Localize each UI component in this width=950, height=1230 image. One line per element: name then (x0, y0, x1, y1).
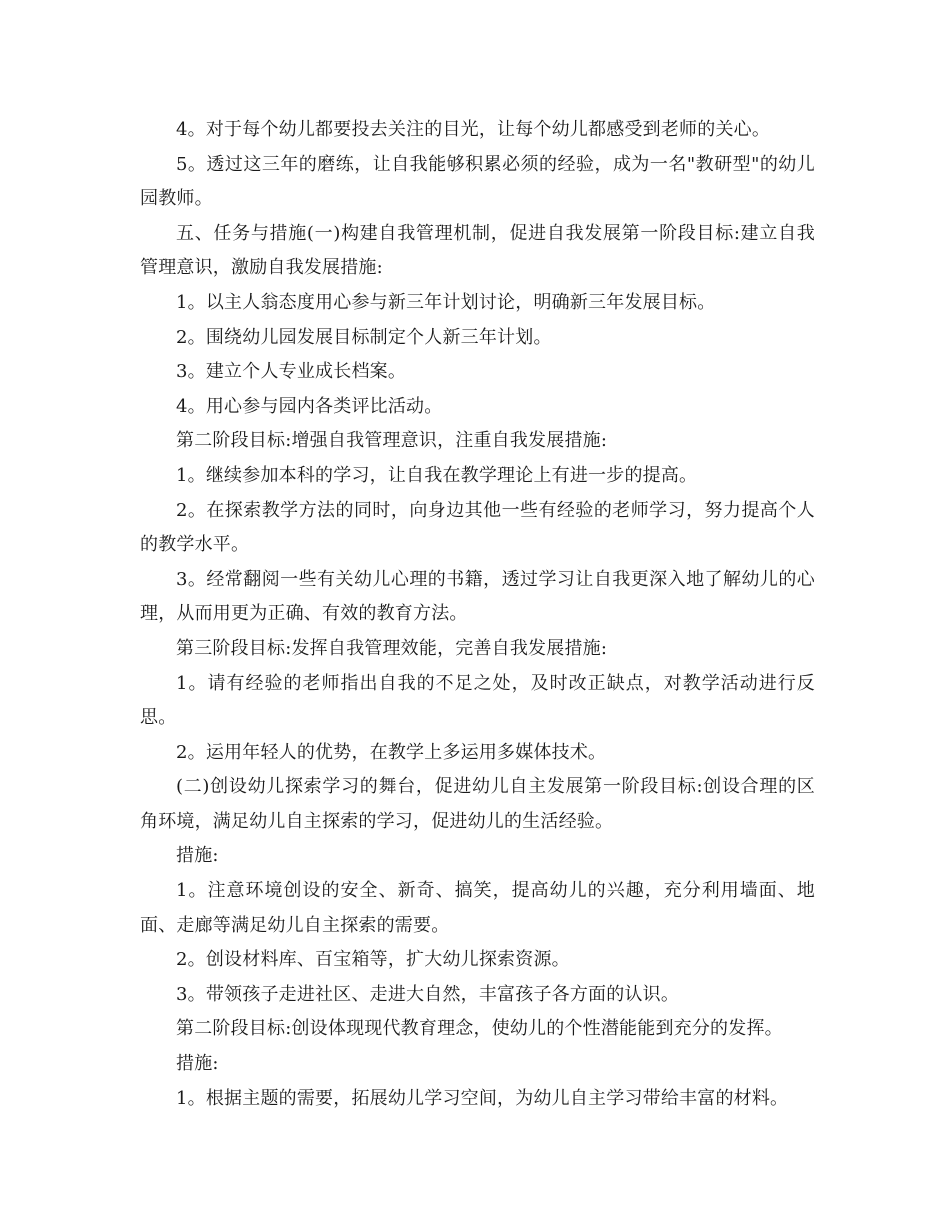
paragraph: 2。在探索教学方法的同时，向身边其他一些有经验的老师学习，努力提高个人的教学水平。 (140, 499, 815, 556)
paragraph: 第三阶段目标:发挥自我管理效能，完善自我发展措施: (176, 637, 608, 659)
paragraph: 2。运用年轻人的优势，在教学上多运用多媒体技术。 (176, 741, 607, 763)
paragraph: 2。创设材料库、百宝箱等，扩大幼儿探索资源。 (176, 949, 570, 971)
paragraph: (二)创设幼儿探索学习的舞台，促进幼儿自主发展第一阶段目标:创设合理的区角环境，满足幼儿自主探索的学习，促进幼儿的生活经验。 (140, 776, 815, 832)
paragraph: 1。以主人翁态度用心参与新三年计划讨论，明确新三年发展目标。 (176, 291, 716, 313)
paragraph: 1。注意环境创设的安全、新奇、搞笑，提高幼儿的兴趣，充分利用墙面、地面、走廊等满足幼儿自主探索的需要。 (140, 880, 815, 936)
paragraph: 措施: (176, 845, 219, 867)
paragraph: 措施: (176, 1053, 219, 1075)
paragraph: 3。经常翻阅一些有关幼儿心理的书籍，透过学习让自我更深入地了解幼儿的心理，从而用更为正确、有效的教育方法。 (140, 568, 815, 625)
paragraph: 3。建立个人专业成长档案。 (176, 361, 407, 383)
paragraph: 3。带领孩子走进社区、走进大自然，丰富孩子各方面的认识。 (176, 983, 680, 1005)
document-body (140, 113, 815, 1116)
paragraph: 第二阶段目标:创设体现现代教育理念，使幼儿的个性潜能能到充分的发挥。 (176, 1018, 783, 1040)
paragraph: 五、任务与措施(一)构建自我管理机制，促进自我发展第一阶段目标:建立自我管理意识，激励自我发展措施: (140, 222, 815, 279)
paragraph: 2。围绕幼儿园发展目标制定个人新三年计划。 (176, 326, 552, 348)
paragraph: 1。根据主题的需要，拓展幼儿学习空间，为幼儿自主学习带给丰富的材料。 (176, 1087, 789, 1109)
paragraph: 5。透过这三年的磨练，让自我能够积累必须的经验，成为一名"教研型"的幼儿园教师。 (140, 153, 815, 210)
paragraph: 1。请有经验的老师指出自我的不足之处，及时改正缺点，对教学活动进行反思。 (140, 672, 815, 729)
paragraph: 1。继续参加本科的学习，让自我在教学理论上有进一步的提高。 (176, 464, 698, 486)
paragraph: 第二阶段目标:增强自我管理意识，注重自我发展措施: (176, 430, 608, 452)
paragraph: 4。用心参与园内各类评比活动。 (176, 395, 443, 417)
paragraph: 4。对于每个幼儿都要投去关注的目光，让每个幼儿都感受到老师的关心。 (176, 119, 771, 140)
